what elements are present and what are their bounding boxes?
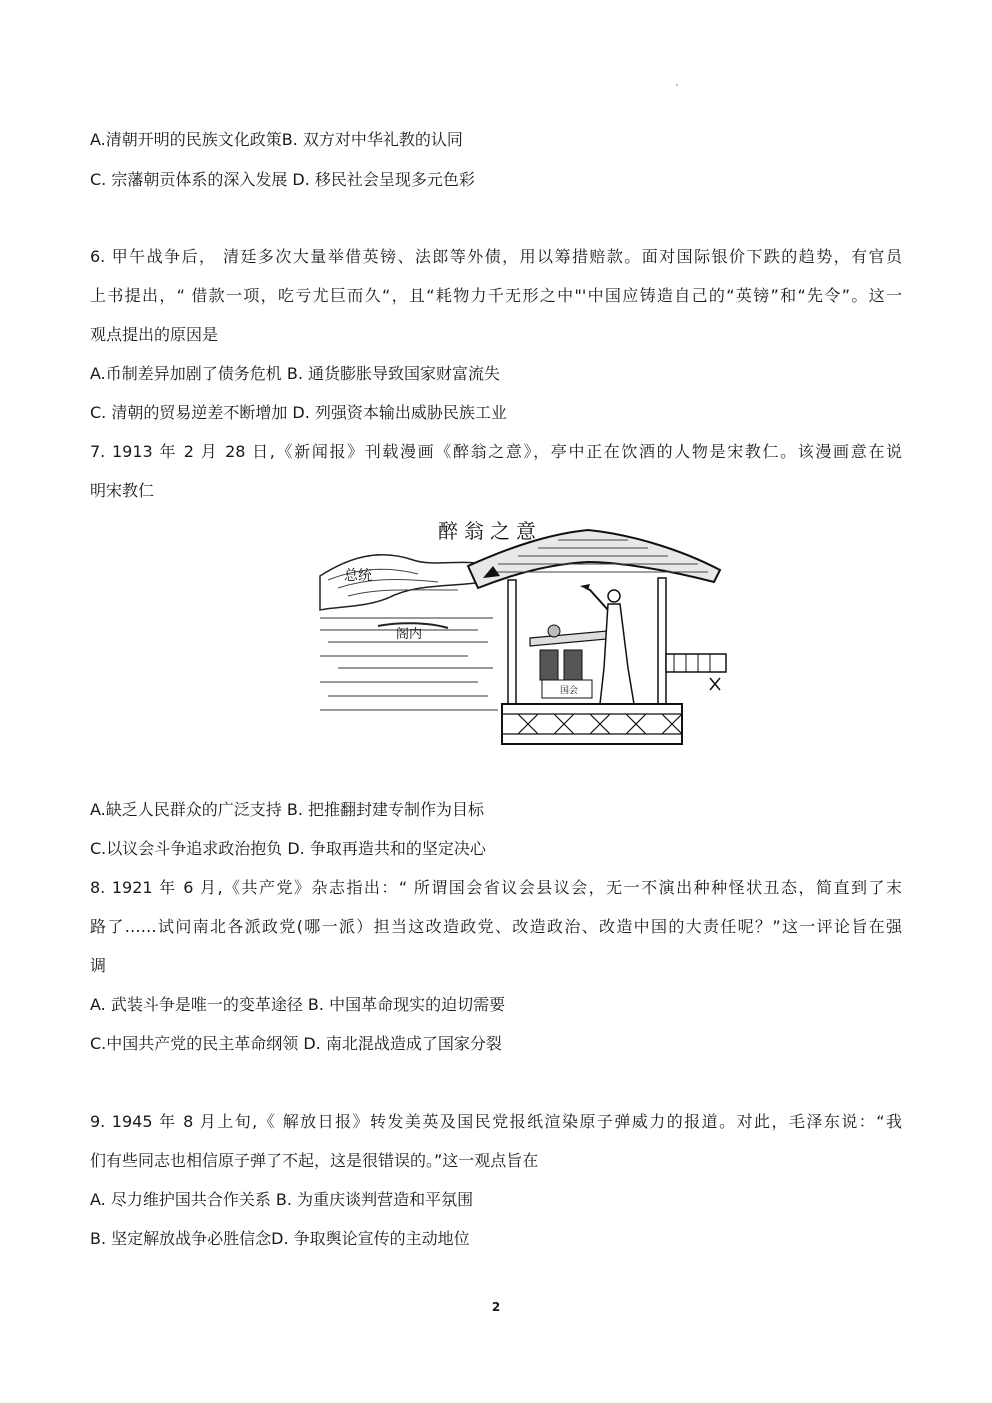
q8-option-ab: A. 武装斗争是唯一的变革途径 B. 中国革命现实的迫切需要 [90,995,506,1014]
q6-stem-line-1: 6. 甲午战争后， 清廷多次大量举借英镑、法郎等外债，用以筹措赔款。面对国际银价下跌的趋势，有官员 [90,247,902,266]
q5-option-cd: C. 宗藩朝贡体系的深入发展 D. 移民社会呈现多元色彩 [90,170,475,189]
railing-side [666,654,726,672]
q8-stem-line-2: 路了……试问南北各派政党(哪一派）担当这改造政党、改造政治、改造中国的大责任呢？”这一评论旨在强 [90,917,902,936]
figure-arm [586,588,608,610]
q7-option-cd: C.以议会斗争追求政治抱负 D. 争取再造共和的坚定决心 [90,839,486,858]
railing-front [502,704,682,744]
scan-speck [676,84,678,86]
q6-option-cd: C. 清朝的贸易逆差不断增加 D. 列强资本输出威胁民族工业 [90,403,507,422]
figure-head [608,590,620,602]
q6-option-ab: A.币制差异加剧了债务危机 B. 通货膨胀导致国家财富流失 [90,364,500,383]
q9-option-ab: A. 尽力维护国共合作关系 B. 为重庆谈判营造和平氛围 [90,1190,474,1209]
jar-2 [564,650,582,680]
q7-option-ab: A.缺乏人民群众的广泛支持 B. 把推翻封建专制作为目标 [90,800,484,819]
page-number: 2 [491,1300,501,1314]
q5-option-ab: A.清朝开明的民族文化政策B. 双方对中华礼教的认同 [90,130,463,149]
cartoon-label-mid: 阁内 [396,627,423,642]
cartoon-illustration [318,518,728,748]
q9-stem-line-2: 们有些同志也相信原子弹了不起，这是很错误的。”这一观点旨在 [90,1151,539,1170]
q9-stem-line-1: 9. 1945 年 8 月上旬,《 解放日报》转发美英及国民党报纸渲染原子弹威力的报道。对此，毛泽东说：“我 [90,1112,902,1131]
cartoon-label-left: 总统 [344,568,372,584]
q8-stem-line-1: 8. 1921 年 6 月,《共产党》杂志指出：“ 所谓国会省议会县议会，无一不演出种种怪状丑态，简直到了末 [90,878,902,897]
q7-stem-line-1: 7. 1913 年 2 月 28 日,《新闻报》刊载漫画《醉翁之意》，亭中正在饮酒的人物是宋教仁。该漫画意在说 [90,442,902,461]
q7-stem-line-2: 明宋教仁 [90,481,155,500]
railing-edge-cross [710,678,720,690]
teapot [548,625,560,637]
cartoon-label-table: 国会 [560,686,579,696]
figure-robe [600,604,634,704]
jar-1 [540,650,558,680]
q6-stem-line-2: 上书提出，“ 借款一项，吃亏尤巨而久“，且“耗物力千无形之中"'中国应铸造自己的“英镑”和“先令”。这一 [90,286,902,305]
q8-option-cd: C.中国共产党的民主革命纲领 D. 南北混战造成了国家分裂 [90,1034,502,1053]
q6-stem-line-3: 观点提出的原因是 [90,325,219,344]
pillar-right [658,578,666,708]
q9-option-cd: B. 坚定解放战争必胜信念D. 争取舆论宣传的主动地位 [90,1229,470,1248]
q8-stem-line-3: 调 [90,956,107,975]
pillar-left [508,580,516,710]
cartoon-title: 醉翁之意 [438,519,542,543]
